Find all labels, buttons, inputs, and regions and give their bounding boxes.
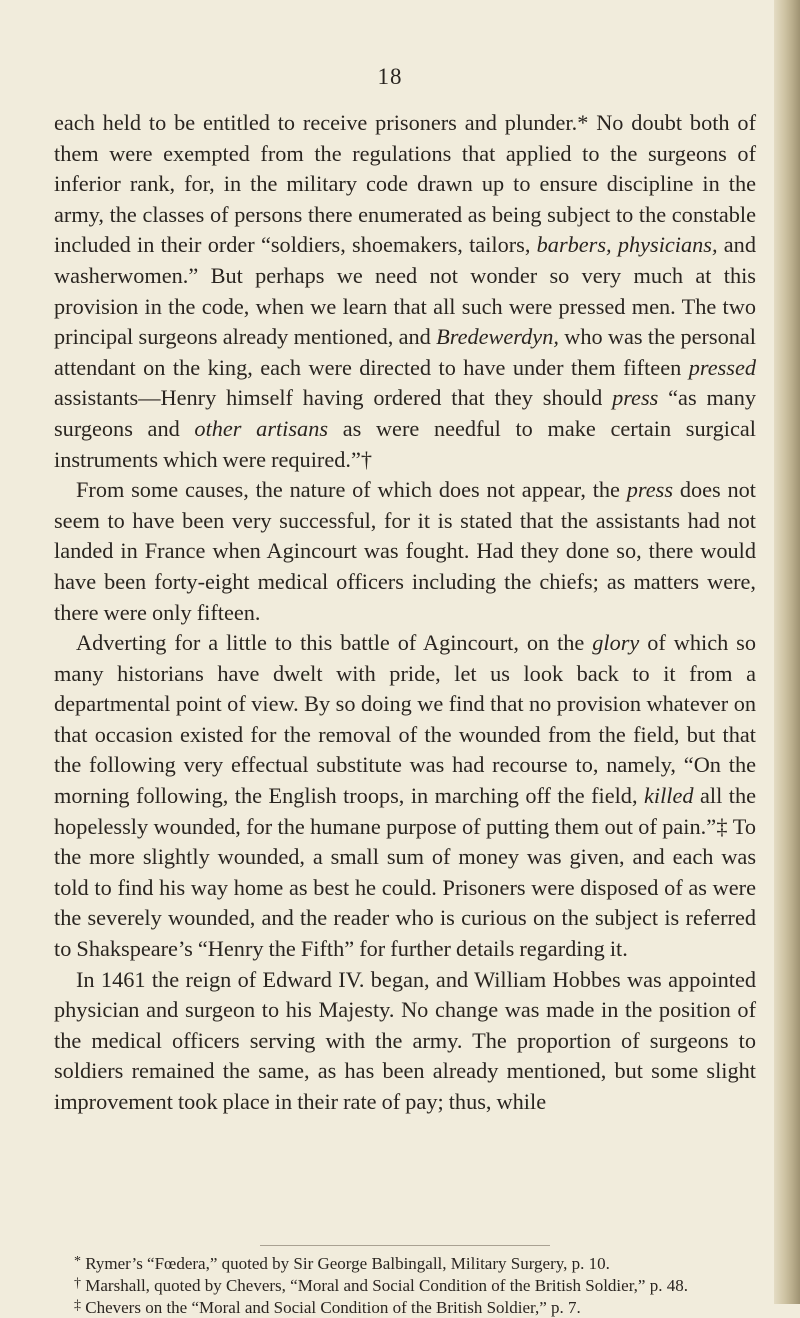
paragraph-text: does not seem to have been very successful, for it is stated that the assistants had not landed in France when Agincourt was fought. Had they done so, there would have been forty-eight medical officers including the chiefs; as matters were, there were only fifteen.: [54, 477, 756, 625]
italic-text: Bredewerdyn,: [436, 324, 559, 350]
paragraph-text: assistants—Henry himself having ordered that they should: [54, 385, 613, 411]
page-edge-shadow: [774, 0, 800, 1304]
footnote-rule: [260, 1245, 550, 1246]
footnote: [54, 1274, 756, 1296]
paragraph: [54, 108, 756, 475]
italic-text: press: [612, 385, 659, 411]
paragraph: [54, 628, 756, 965]
footnotes: [54, 1252, 756, 1318]
paragraph: [54, 965, 756, 1118]
footnote-mark: †: [74, 1276, 81, 1291]
italic-text: glory: [592, 630, 640, 656]
paragraph: [54, 475, 756, 628]
page-number: 18: [377, 64, 403, 89]
italic-text: press: [626, 477, 674, 503]
paragraph-text: each held to be entitled to receive prisoners and plunder.* No doubt both of them were exempted from the regulations that applied to the surgeons of inferior rank, for, in the military code drawn up to ensure discipline in the army, the classes of persons there enumerated as being subject to the constable included in their order “soldiers, shoemakers, tailors,: [54, 110, 756, 258]
italic-text: killed: [644, 783, 694, 809]
paragraph-text: From some causes, the nature of which does not appear, the: [76, 477, 627, 503]
paragraph-text: all the hopelessly wounded, for the humane purpose of putting them out of pain.”‡ To the more slightly wounded, a small sum of money was given, and each was told to find his way home as best he could. Prisoners were disposed of as were the severely wounded, and the reader who is curious on the subject is referred to Shakspeare’s “Henry the Fifth” for further details regarding it.: [54, 783, 756, 962]
footnote-text: Marshall, quoted by Chevers, “Moral and Social Condition of the British Soldier,” p. 48.: [81, 1276, 688, 1295]
footnote-mark: *: [74, 1254, 81, 1269]
paragraph-text: who was the personal attendant on the king, each were directed to have under them fifteen: [54, 324, 756, 380]
paragraph-text: Adverting for a little to this battle of Agincourt, on the: [76, 630, 593, 656]
footnote: [54, 1296, 756, 1318]
footnote-text: Rymer’s “Fœdera,” quoted by Sir George Balbingall, Military Surgery, p. 10.: [81, 1254, 610, 1273]
paragraph-text: of which so many historians have dwelt with pride, let us look back to it from a departmental point of view. By so doing we find that no provision whatever on that occasion existed for the removal of the wounded from the field, but that the following very effectual substitute was had recourse to, namely, “On the morning following, the English troops, in marching off the field,: [54, 630, 756, 809]
paragraph-text: “as many surgeons and: [54, 385, 756, 441]
footnote: [54, 1252, 756, 1274]
body-text: [54, 108, 756, 1118]
italic-text: pressed: [688, 354, 756, 380]
italic-text: other artisans: [194, 415, 329, 441]
paragraph-text: as were needful to make certain surgical instruments which were required.”†: [54, 415, 756, 472]
footnote-text: Chevers on the “Moral and Social Condition of the British Soldier,” p. 7.: [81, 1298, 581, 1317]
paragraph-text: and washerwomen.” But perhaps we need not wonder so very much at this provision in the code, when we learn that all such were pressed men. The two principal surgeons already mentioned, and: [54, 232, 756, 350]
italic-text: barbers, physicians,: [536, 232, 718, 258]
footnote-mark: ‡: [74, 1298, 81, 1313]
paragraph-text: In 1461 the reign of Edward IV. began, and William Hobbes was appointed physician and surgeon to his Majesty. No change was made in the position of the medical officers serving with the army. The proportion of surgeons to soldiers remained the same, as has been already mentioned, but some slight improvement took place in their rate of pay; thus, while: [54, 966, 756, 1114]
